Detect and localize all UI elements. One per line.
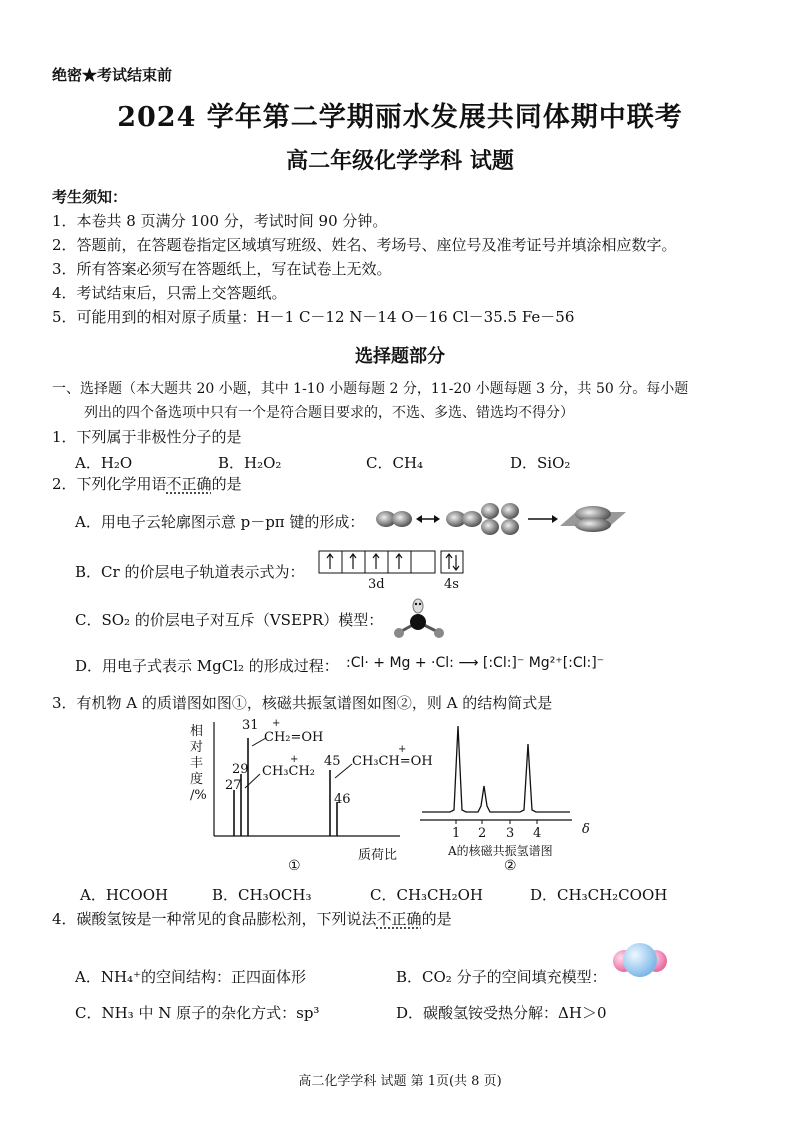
peak-label-45: 45 [324,754,341,769]
peak-label-27: 27 [225,778,242,793]
question-1-option-c: C．CH₄ [366,454,424,472]
question-4-option-c: C．NH₃ 中 N 原子的杂化方式：sp³ [75,1004,320,1022]
p-orbital-lobe [376,511,412,527]
part1-instructions-cont: 列出的四个备选项中只有一个是符合题目要求的，不选、多选、错选均不得分） [84,405,574,421]
question-3-stem: 3．有机物 A 的质谱图如图①，核磁共振氢谱图如图②，则 A 的结构简式是 [52,694,553,712]
ion-label-31: CH₂=OH [264,730,324,745]
peak-label-31: 31 [242,718,259,733]
orbital-label-4s: 4s [444,577,459,592]
peak-label-46: 46 [334,792,351,807]
p-orbital-lobe [446,511,482,527]
co2-space-filling-model-icon [612,940,668,980]
question-2-option-d: D．用电子式表示 MgCl₂ 的形成过程： [75,657,339,675]
question-3-option-a: A．HCOOH [80,886,169,904]
ion-charge: + [272,718,281,729]
pi-bond-cloud [560,506,626,532]
nmr-caption: A的核磁共振氢谱图 [448,844,553,858]
nmr-tick: 3 [506,826,515,841]
question-3-option-b: B．CH₃OCH₃ [212,886,312,904]
notice-item: 3．所有答案必须写在答题纸上，写在试卷上无效。 [52,260,392,278]
mass-spectrum-x-label: 质荷比 [358,848,398,863]
confidential-label: 绝密★考试结束前 [52,66,173,84]
question-2-option-a: A．用电子云轮廓图示意 p－pπ 键的形成： [75,513,365,531]
notice-item: 2．答题前，在答题卷指定区域填写班级、姓名、考场号、座位号及准考证号并填涂相应数字。 [52,236,677,254]
peak-label-29: 29 [232,762,249,777]
orbital-label-3d: 3d [368,577,385,592]
nmr-tick: 2 [478,826,487,841]
notice-item: 1．本卷共 8 页满分 100 分，考试时间 90 分钟。 [52,212,388,230]
question-1-stem: 1．下列属于非极性分子的是 [52,428,242,446]
nmr-tick: 1 [452,826,461,841]
part1-instructions: 一、选择题（本大题共 20 小题，其中 1-10 小题每题 2 分，11-20 小题每题 3 分，共 50 分。每小题 [52,381,689,397]
page-footer: 高二化学学科 试题 第 1页(共 8 页) [298,1074,502,1089]
ion-charge: + [290,754,299,765]
question-2-option-c: C．SO₂ 的价层电子对互斥（VSEPR）模型： [75,611,384,629]
oxygen-atom-icon [434,628,444,638]
question-2-stem: 2．下列化学用语不正确的是 [52,475,242,493]
nmr-axis-label: δ [582,822,590,837]
notice-item: 4．考试结束后，只需上交答题纸。 [52,284,287,302]
oxygen-atom-icon [394,628,404,638]
mgcl2-formation-formula: :Cl· + Mg + ·Cl: ⟶ [:Cl:]⁻ Mg²⁺[:Cl:]⁻ [346,655,605,671]
question-1-option-b: B．H₂O₂ [218,454,282,472]
vsepr-model-figure [386,598,452,640]
notice-item: 5．可能用到的相对原子质量：H－1 C－12 N－14 O－16 Cl－35.5 Fe－56 [52,308,575,326]
nmr-tick: 4 [533,826,542,841]
lone-pair-icon [413,599,423,613]
p-orbital-overlap [481,503,519,535]
question-4-option-a: A．NH₄⁺的空间结构：正四面体形 [75,968,306,986]
orbital-diagram [318,549,468,601]
question-3-option-d: D．CH₃CH₂COOH [530,886,668,904]
ion-charge: + [398,744,407,755]
ion-label-29: CH₃CH₂ [262,764,315,779]
ion-label-45: CH₃CH=OH [352,754,433,769]
question-4-option-d: D．碳酸氢铵受热分解：ΔH＞0 [396,1004,607,1022]
figure-2-label: ② [504,858,517,874]
question-1-option-a: A．H₂O [75,454,133,472]
sulfur-atom-icon [410,614,426,630]
question-1-option-d: D．SiO₂ [510,454,571,472]
nmr-spectrum-chart [420,718,600,878]
mass-spectrum-y-label: 相 对 丰 度 /% [190,724,207,803]
pi-bond-electron-cloud-figure [372,500,632,538]
mass-spectrum-chart [190,718,433,878]
figure-1-label: ① [288,858,301,874]
question-4-stem: 4．碳酸氢铵是一种常见的食品膨松剂，下列说法不正确的是 [52,910,452,928]
question-3-option-c: C．CH₃CH₂OH [370,886,483,904]
question-4-option-b: B．CO₂ 分子的空间填充模型： [396,968,607,986]
question-2-option-b: B．Cr 的价层电子轨道表示式为： [75,563,305,581]
section-title: 选择题部分 [355,346,445,367]
notice-heading: 考生须知： [52,188,128,206]
exam-subtitle: 高二年级化学学科 试题 [286,148,514,174]
exam-title: 2024 学年第二学期丽水发展共同体期中联考 [117,102,683,133]
nmr-signal-trace [422,726,570,812]
